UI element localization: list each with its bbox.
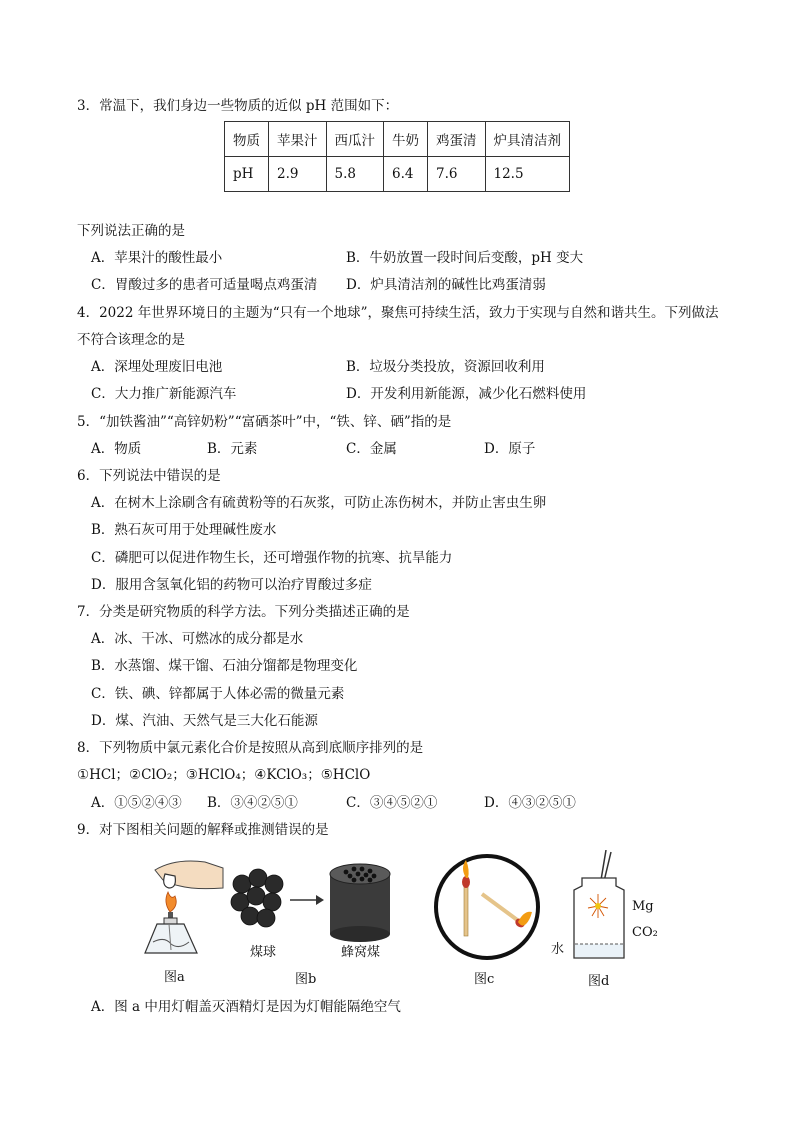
table-cell: pH	[225, 157, 269, 192]
q8-substance-list: ①HCl；②ClO₂；③HClO₄；④KClO₃；⑤HClO	[77, 767, 371, 783]
q4-option-a: A．深埋处理废旧电池	[91, 359, 223, 375]
table-cell: 5.8	[326, 157, 384, 192]
table-cell: 炉具清洁剂	[485, 122, 570, 157]
q5-option-b: B．元素	[207, 441, 258, 457]
q5-option-c: C．金属	[346, 441, 397, 457]
q6-stem: 6．下列说法中错误的是	[77, 468, 221, 484]
q3-option-a: A．苹果汁的酸性最小	[91, 250, 223, 266]
q3-option-d: D．炉具清洁剂的碱性比鸡蛋清弱	[346, 277, 546, 293]
q6-option-c: C．磷肥可以促进作物生长，还可增强作物的抗寒、抗旱能力	[91, 550, 453, 566]
q7-option-d: D．煤、汽油、天然气是三大化石能源	[91, 713, 318, 729]
q7-option-b: B．水蒸馏、煤干馏、石油分馏都是物理变化	[91, 658, 358, 674]
table-cell: 鸡蛋清	[428, 122, 486, 157]
q9-option-a: A．图 a 中用灯帽盖灭酒精灯是因为灯帽能隔绝空气	[91, 999, 401, 1015]
figure-d-label-co2: CO₂	[632, 925, 658, 940]
table-cell: 西瓜汁	[326, 122, 384, 157]
q8-option-a: A．①⑤②④③	[91, 795, 182, 811]
figure-b-label-briquette: 蜂窝煤	[341, 945, 381, 960]
q5-option-a: A．物质	[91, 441, 142, 457]
q5-option-d: D．原子	[484, 441, 536, 457]
q3-option-c: C．胃酸过多的患者可适量喝点鸡蛋清	[91, 277, 318, 293]
q3-stem: 3．常温下，我们身边一些物质的近似 pH 范围如下：	[77, 98, 399, 114]
q5-stem: 5．“加铁酱油”“高锌奶粉”“富硒茶叶”中，“铁、锌、硒”指的是	[77, 414, 452, 430]
figure-c-matches	[432, 852, 542, 962]
figure-d-label-mg: Mg	[632, 899, 654, 914]
q8-option-b: B．③④②⑤①	[207, 795, 298, 811]
figure-b-coal	[228, 862, 398, 942]
figure-c-caption: 图c	[474, 972, 495, 987]
q7-stem: 7．分类是研究物质的科学方法。下列分类描述正确的是	[77, 604, 410, 620]
q8-stem: 8．下列物质中氯元素化合价是按照从高到底顺序排列的是	[77, 740, 424, 756]
ph-table	[224, 121, 570, 192]
q8-option-d: D．④③②⑤①	[484, 795, 576, 811]
ph-table-value-row	[225, 157, 570, 192]
q3-option-b: B．牛奶放置一段时间后变酸，pH 变大	[346, 250, 584, 266]
figure-b-caption: 图b	[295, 972, 317, 987]
q3-prompt: 下列说法正确的是	[77, 223, 185, 239]
table-cell: 苹果汁	[269, 122, 327, 157]
table-cell: 2.9	[269, 157, 327, 192]
table-cell: 12.5	[485, 157, 570, 192]
q6-option-a: A．在树木上涂刷含有硫黄粉等的石灰浆，可防止冻伤树木，并防止害虫生卵	[91, 495, 547, 511]
q9-stem: 9．对下图相关问题的解释或推测错误的是	[77, 822, 329, 838]
table-cell: 物质	[225, 122, 269, 157]
figure-d-mg-co2	[568, 850, 630, 968]
figure-d-caption: 图d	[588, 974, 610, 989]
q4-option-c: C．大力推广新能源汽车	[91, 386, 237, 402]
q6-option-b: B．熟石灰可用于处理碱性废水	[91, 522, 277, 538]
q7-option-c: C．铁、碘、锌都属于人体必需的微量元素	[91, 686, 345, 702]
q4-option-d: D．开发利用新能源，减少化石燃料使用	[346, 386, 587, 402]
ph-table-header-row	[225, 122, 570, 157]
table-cell: 6.4	[384, 157, 428, 192]
q4-stem-line1: 4．2022 年世界环境日的主题为“只有一个地球”，聚焦可持续生活，致力于实现与自然和谐共生。下列做法	[77, 305, 719, 321]
q6-option-d: D．服用含氢氧化铝的药物可以治疗胃酸过多症	[91, 577, 372, 593]
q7-option-a: A．冰、干冰、可燃冰的成分都是水	[91, 631, 304, 647]
figure-b-label-coal-ball: 煤球	[250, 945, 277, 960]
q4-stem-line2: 不符合该理念的是	[77, 332, 185, 348]
figure-a-alcohol-lamp	[135, 850, 225, 965]
q4-option-b: B．垃圾分类投放，资源回收利用	[346, 359, 545, 375]
table-cell: 牛奶	[384, 122, 428, 157]
table-cell: 7.6	[428, 157, 486, 192]
figure-d-label-water: 水	[551, 942, 565, 957]
q8-option-c: C．③④⑤②①	[346, 795, 438, 811]
figure-a-caption: 图a	[164, 970, 185, 985]
